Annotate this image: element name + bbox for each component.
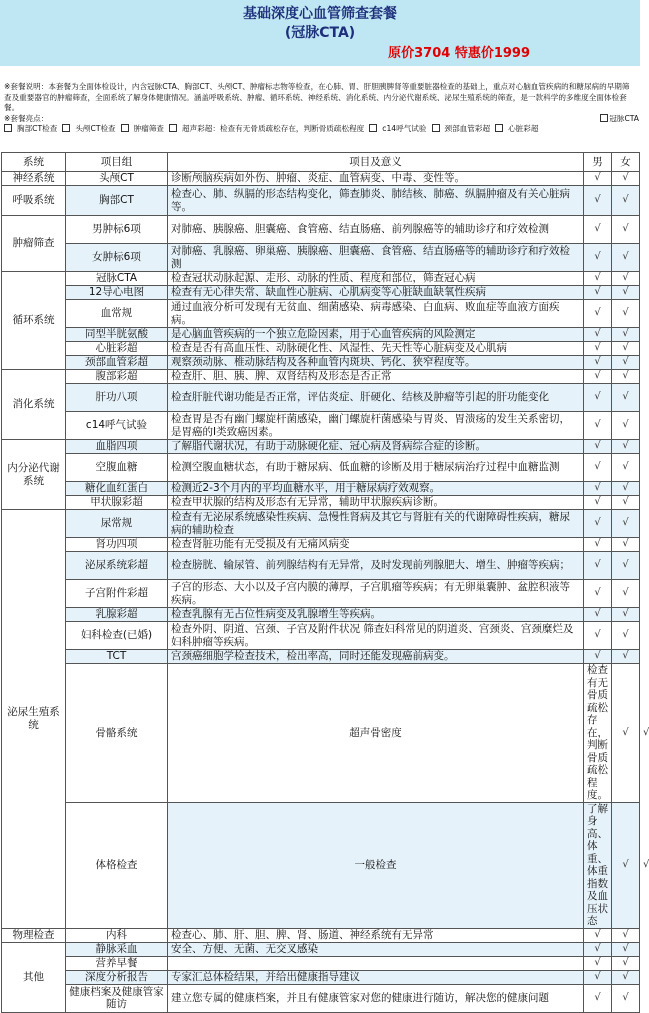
checkbox-icon	[4, 124, 12, 132]
check-male: √	[584, 342, 612, 356]
description-cell: 观察颈动脉、椎动脉结构及各种血管内斑块、钙化、狭窄程度等。	[168, 356, 584, 370]
table-row	[2, 412, 640, 440]
check-female: √	[612, 942, 640, 956]
system-cell: 内分泌代谢系统	[2, 440, 66, 510]
check-female: √	[612, 412, 640, 440]
group-cell: 子宫附件彩超	[66, 580, 168, 608]
system-cell: 肿瘤筛查	[2, 216, 66, 272]
check-male: √	[612, 802, 640, 928]
checkbox-icon	[600, 114, 608, 122]
table-row: 骨骼系统 超声骨密度 检查有无骨质疏松存在，判断骨质疏松程度。 √ √	[2, 664, 640, 803]
description-cell: 建立您专属的健康档案，并且有健康管家对您的健康进行随访，解决您的健康问题	[168, 984, 584, 1012]
check-female: √	[612, 440, 640, 454]
table-row	[2, 538, 640, 552]
table-row	[2, 272, 640, 286]
check-male: √	[584, 186, 612, 216]
description-cell: 了解脂代谢状况，有助于动脉硬化症、冠心病及肾病综合症的诊断。	[168, 440, 584, 454]
check-male: √	[584, 956, 612, 970]
check-male: √	[584, 440, 612, 454]
package-subtitle: (冠脉CTA)	[284, 25, 356, 41]
table-row	[2, 580, 640, 608]
check-female: √	[612, 328, 640, 342]
table-row	[2, 370, 640, 384]
highlight-checkbox[interactable]: 胸部CT检查	[4, 124, 57, 133]
check-female: √	[612, 272, 640, 286]
system-cell: 消化系统	[2, 370, 66, 440]
header-group: 项目组	[66, 153, 168, 172]
description-cell: 检查有无骨质疏松存在，判断骨质疏松程度。	[584, 664, 612, 803]
checkbox-icon	[121, 124, 129, 132]
description-cell: 检查膀胱、输尿管、前列腺结构有无异常，及时发现前列腺肥大、增生、肿瘤等疾病；	[168, 552, 584, 580]
check-male: √	[584, 552, 612, 580]
description-cell: 检查肝、胆、胰、脾、双肾结构及形态是否正常	[168, 370, 584, 384]
check-male: √	[612, 664, 640, 803]
header-system: 系统	[2, 153, 66, 172]
description-cell: 检查甲状腺的结构及形态有无异常，辅助甲状腺疾病诊断。	[168, 496, 584, 510]
description-text: ※套餐说明：本套餐为全面体检设计，内含冠脉CTA、胸部CT、头颅CT、肿瘤标志物等检查，在心肺、胃、肝胆胰脾肾等重要脏器检查的基础上，重点对心脑血管疾病的和糖尿病的早期筛查及重要器官的肿瘤筛查，全面系统了解身体健康情况。涵盖呼吸系统、肿瘤、循环系统、神经系统、消化系统、内分泌代谢系统、泌尿生殖系统的筛查，是一款科学的多维度全面体检套餐。	[4, 82, 630, 113]
highlight-checkbox[interactable]: 超声彩超：检查有无骨质疏松存在，判断骨质疏松程度	[169, 124, 364, 133]
table-row	[2, 496, 640, 510]
check-male: √	[584, 370, 612, 384]
check-female: √	[612, 538, 640, 552]
table-row	[2, 356, 640, 370]
check-female: √	[612, 244, 640, 272]
group-cell: 血脂四项	[66, 440, 168, 454]
group-cell: 女肿标6项	[66, 244, 168, 272]
group-cell: 内科	[66, 928, 168, 942]
description-cell: 诊断颅脑疾病如外伤、肿瘤、炎症、血管病变、中毒、变性等。	[168, 172, 584, 186]
check-male: √	[584, 216, 612, 244]
table-row	[2, 928, 640, 942]
check-female: √	[612, 956, 640, 970]
description-cell: 检测空腹血糖状态，有助于糖尿病、低血糖的诊断及用于糖尿病治疗过程中血糖监测	[168, 454, 584, 482]
group-cell: 糖化血红蛋白	[66, 482, 168, 496]
header-description: 项目及意义	[168, 153, 584, 172]
group-cell: 颈部血管彩超	[66, 356, 168, 370]
check-male: √	[584, 608, 612, 622]
table-row	[2, 216, 640, 244]
group-cell: 冠脉CTA	[66, 272, 168, 286]
table-row	[2, 440, 640, 454]
group-cell: 同型半胱氨酸	[66, 328, 168, 342]
check-female: √	[612, 482, 640, 496]
check-male: √	[584, 300, 612, 328]
table-row	[2, 552, 640, 580]
group-cell: 胸部CT	[66, 186, 168, 216]
table-body	[2, 172, 649, 1013]
group-cell: 一般检查	[168, 802, 584, 928]
check-female: √	[612, 928, 640, 942]
table-row: 体格检查 一般检查 了解身高、体重、体重指数及血压状态 √ √	[2, 802, 640, 928]
system-cell: 泌尿生殖系统	[2, 510, 66, 929]
table-row	[2, 300, 640, 328]
table-row	[2, 984, 640, 1012]
package-description	[4, 82, 636, 124]
table-row	[2, 650, 640, 664]
check-female: √	[612, 342, 640, 356]
checkbox-icon	[62, 124, 70, 132]
check-male: √	[584, 244, 612, 272]
check-male: √	[584, 272, 612, 286]
check-female: √	[612, 552, 640, 580]
group-cell: 肾功四项	[66, 538, 168, 552]
check-female: √	[612, 496, 640, 510]
system-cell: 呼吸系统	[2, 186, 66, 216]
description-cell: 对肺癌、胰腺癌、胆囊癌、食管癌、结直肠癌、前列腺癌等的辅助诊疗和疗效检测	[168, 216, 584, 244]
description-cell: 宫颈癌细胞学检查技术，检出率高，同时还能发现癌前病变。	[168, 650, 584, 664]
description-cell: 检查乳腺有无占位性病变及乳腺增生等疾病。	[168, 608, 584, 622]
table-row	[2, 510, 640, 538]
check-female: √	[612, 216, 640, 244]
check-male: √	[584, 622, 612, 650]
group-cell: 尿常规	[66, 510, 168, 538]
header-female: 女	[612, 153, 640, 172]
system-cell: 其他	[2, 942, 66, 1012]
table-row	[2, 622, 640, 650]
check-female: √	[612, 300, 640, 328]
system-cell: 神经系统	[2, 172, 66, 186]
check-female: √	[612, 384, 640, 412]
table-row	[2, 244, 640, 272]
checkbox-icon	[369, 124, 377, 132]
check-male: √	[584, 984, 612, 1012]
highlight-checkbox[interactable]: c14呼气试验	[369, 124, 426, 133]
check-female: √	[612, 286, 640, 300]
group-cell: 心脏彩超	[66, 342, 168, 356]
description-cell: 对肺癌、乳腺癌、卵巢癌、胰腺癌、胆囊癌、食管癌、结直肠癌等的辅助诊疗和疗效检测	[168, 244, 584, 272]
check-male: √	[584, 328, 612, 342]
description-cell: 安全、方便、无菌、无交叉感染	[168, 942, 584, 956]
package-title: 基础深度心血管筛查套餐	[243, 6, 397, 22]
checkbox-cta[interactable]: 冠脉CTA	[600, 113, 639, 124]
check-female: √	[612, 970, 640, 984]
table-row	[2, 942, 640, 956]
highlight-checkbox[interactable]: 头颅CT检查	[62, 124, 115, 133]
check-male: √	[584, 412, 612, 440]
description-cell: 子宫的形态、大小以及子宫内膜的薄厚，子宫肌瘤等疾病；有无卵巢囊肿、盆腔积液等疾病。	[168, 580, 584, 608]
group-cell: 静脉采血	[66, 942, 168, 956]
check-female: √	[612, 356, 640, 370]
check-male: √	[584, 384, 612, 412]
group-cell: 甲状腺彩超	[66, 496, 168, 510]
check-male: √	[584, 172, 612, 186]
table-row	[2, 286, 640, 300]
group-cell: 泌尿系统彩超	[66, 552, 168, 580]
description-cell: 检查胃是否有幽门螺旋杆菌感染，幽门螺旋杆菌感染与胃炎、胃溃疡的发生关系密切，是胃癌的I类致癌因素。	[168, 412, 584, 440]
description-cell: 检查心、肺、肝、胆、脾、肾、肠道、神经系统有无异常	[168, 928, 584, 942]
group-cell: c14呼气试验	[66, 412, 168, 440]
description-cell: 检查冠状动脉起源、走形、动脉的性质、程度和部位，筛查冠心病	[168, 272, 584, 286]
description-cell: 是心脑血管疾病的一个独立危险因素，用于心血管疾病的风险测定	[168, 328, 584, 342]
table-header-row	[2, 153, 640, 172]
group-cell: 血常规	[66, 300, 168, 328]
description-cell: 检查外阴、阴道、宫颈、子宫及附件状况 筛查妇科常见的阴道炎、宫颈炎、宫颈糜烂及妇科肿瘤等疾病。	[168, 622, 584, 650]
highlight-checkbox[interactable]: 肿瘤筛查	[121, 124, 164, 133]
check-female: √	[612, 650, 640, 664]
table-row	[2, 172, 640, 186]
description-cell	[168, 956, 584, 970]
description-cell: 了解身高、体重、体重指数及血压状态	[584, 802, 612, 928]
group-cell: 肝功八项	[66, 384, 168, 412]
group-cell: 空腹血糖	[66, 454, 168, 482]
description-cell: 检查有无心律失常、缺血性心脏病、心肌病变等心脏缺血缺氧性疾病	[168, 286, 584, 300]
check-female: √	[612, 580, 640, 608]
group-cell: 深度分析报告	[66, 970, 168, 984]
check-female: √	[612, 370, 640, 384]
header-banner	[0, 0, 640, 66]
check-male: √	[584, 356, 612, 370]
group-cell: 乳腺彩超	[66, 608, 168, 622]
table-row	[2, 608, 640, 622]
check-male: √	[584, 286, 612, 300]
check-female: √	[612, 984, 640, 1012]
check-female: √	[612, 454, 640, 482]
table-row	[2, 342, 640, 356]
table-row	[2, 482, 640, 496]
description-cell: 检查有无泌尿系统感染性疾病、急慢性肾病及其它与肾脏有关的代谢障碍性疾病，糖尿病的辅助检查	[168, 510, 584, 538]
check-male: √	[584, 454, 612, 482]
check-female: √	[612, 172, 640, 186]
highlight-checkbox[interactable]: 颈部血管彩超	[432, 124, 491, 133]
highlights-checkboxes	[4, 124, 636, 134]
description-cell: 专家汇总体检结果，并给出健康指导建议	[168, 970, 584, 984]
price-label: 原价3704 特惠价1999	[388, 46, 530, 61]
description-cell: 检测近2-3个月内的平均血糖水平，用于糖尿病疗效观察。	[168, 482, 584, 496]
checkbox-icon	[169, 124, 177, 132]
description-cell: 通过血液分析可发现有无贫血、细菌感染、病毒感染、白血病、败血症等血液方面疾病。	[168, 300, 584, 328]
table-row	[2, 454, 640, 482]
table-row	[2, 970, 640, 984]
description-cell: 检查是否有高血压性、动脉硬化性、风湿性、先天性等心脏病变及心肌病	[168, 342, 584, 356]
table-row	[2, 186, 640, 216]
check-female: √	[612, 186, 640, 216]
group-cell: TCT	[66, 650, 168, 664]
check-male: √	[584, 942, 612, 956]
checkbox-icon	[495, 124, 503, 132]
system-cell: 循环系统	[2, 272, 66, 370]
check-male: √	[584, 496, 612, 510]
check-male: √	[584, 538, 612, 552]
highlight-checkbox[interactable]: 心脏彩超	[495, 124, 538, 133]
check-female: √	[612, 608, 640, 622]
group-cell: 妇科检查(已婚)	[66, 622, 168, 650]
check-male: √	[584, 928, 612, 942]
check-male: √	[584, 970, 612, 984]
group-cell: 健康档案及健康管家随访	[66, 984, 168, 1012]
system-cell: 物理检查	[2, 928, 66, 942]
group-cell: 腹部彩超	[66, 370, 168, 384]
group-cell: 12导心电图	[66, 286, 168, 300]
check-male: √	[584, 580, 612, 608]
description-cell: 检查肝脏代谢功能是否正常，评估炎症、肝硬化、结核及肿瘤等引起的肝功能变化	[168, 384, 584, 412]
group-cell: 头颅CT	[66, 172, 168, 186]
header-male: 男	[584, 153, 612, 172]
system-cell: 骨骼系统	[66, 664, 168, 803]
table-row	[2, 956, 640, 970]
package-table	[1, 152, 649, 1013]
description-cell: 检查肾脏功能有无受损及有无痛风病变	[168, 538, 584, 552]
check-male: √	[584, 650, 612, 664]
checkbox-icon	[432, 124, 440, 132]
check-male: √	[584, 510, 612, 538]
check-male: √	[584, 482, 612, 496]
group-cell: 超声骨密度	[168, 664, 584, 803]
group-cell: 营养早餐	[66, 956, 168, 970]
highlights-label: ※套餐亮点：	[4, 113, 49, 123]
check-female: √	[612, 622, 640, 650]
table-row	[2, 328, 640, 342]
description-cell: 检查心、肺、纵膈的形态结构变化，筛查肺炎、肺结核、肺癌、纵膈肿瘤及有关心脏病等。	[168, 186, 584, 216]
check-female: √	[612, 510, 640, 538]
group-cell: 男肿标6项	[66, 216, 168, 244]
table-row	[2, 384, 640, 412]
system-cell: 体格检查	[66, 802, 168, 928]
